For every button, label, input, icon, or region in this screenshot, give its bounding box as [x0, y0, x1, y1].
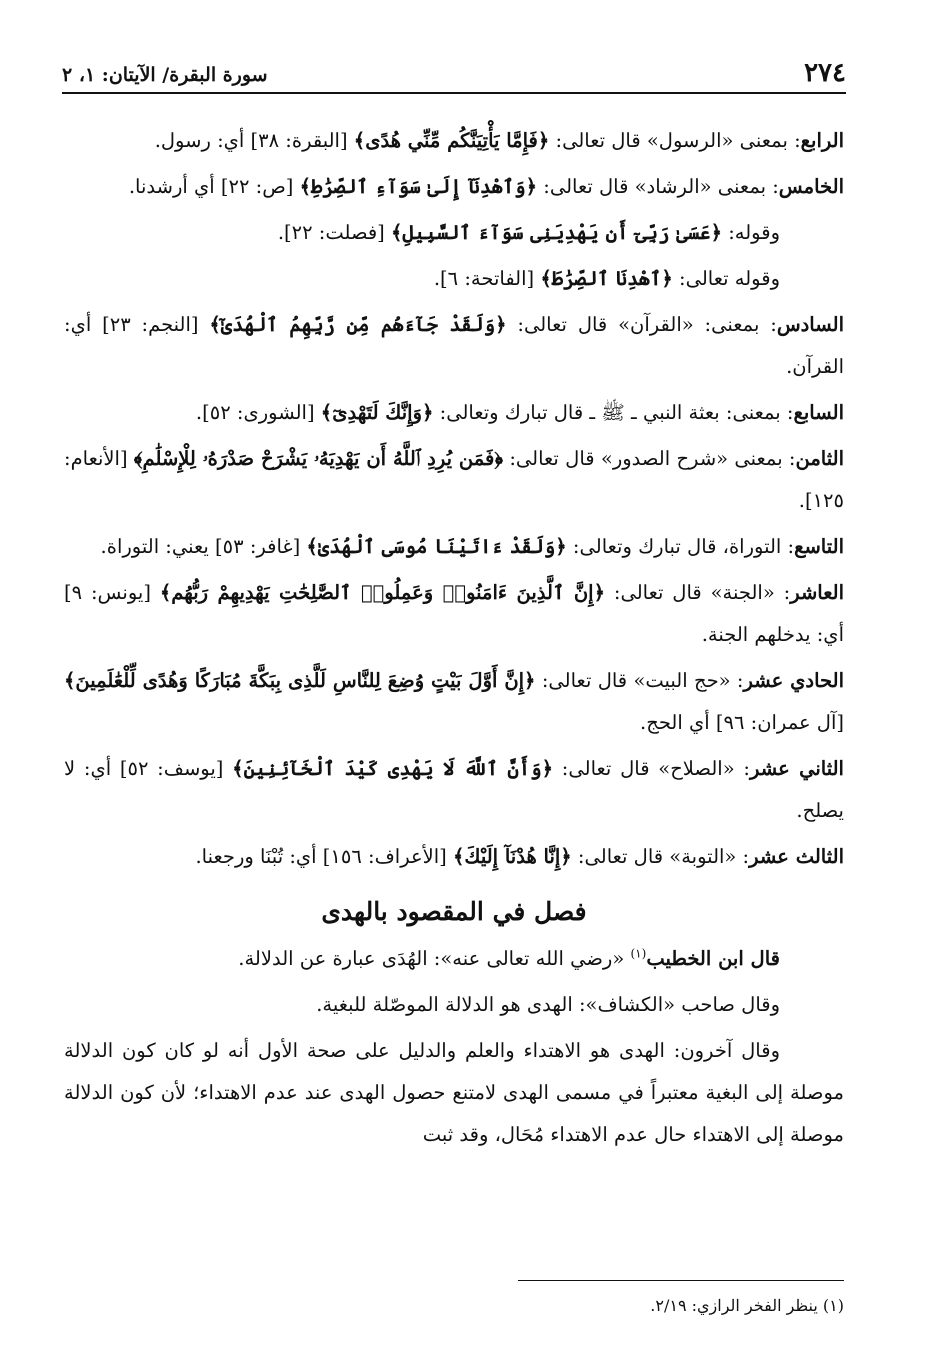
quran-verse: ﴿فَإِمَّا يَأْتِيَنَّكُم مِّنِّي هُدًى﴾ [353, 129, 550, 152]
paragraph-meaning-11 [64, 660, 844, 744]
paragraph-text: : بمعنى «الرسول» قال تعالى: [549, 129, 801, 152]
paragraph-text: : بمعنى «شرح الصدور» قال تعالى: [503, 447, 796, 470]
paragraph-quote-2 [64, 258, 844, 300]
paragraph-text: [الشورى: ٥٢]. [195, 401, 321, 424]
quran-verse: ﴿وَإِنَّكَ لَتَهْدِىٓ﴾ [320, 401, 434, 424]
paragraph-text: [الأنعام: ١٢٥]. [64, 447, 844, 512]
meaning-term: العاشر [790, 581, 844, 604]
paragraph-text: [الأعراف: ١٥٦] أي: تُبْنَا ورجعنا. [195, 845, 453, 868]
paragraph-meaning-9 [64, 526, 844, 568]
paragraph-text: «رضي الله تعالى عنه»: الهُدَى عبارة عن الدلالة. [238, 947, 631, 970]
paragraph-text: [يوسف: ٥٢] أي: لا يصلح. [64, 757, 844, 822]
meaning-term: الخامس [778, 175, 844, 198]
quran-verse: ﴿وَأَنَّ ٱللَّهَ لَا يَهْدِى كَيْدَ ٱلْخَآئِنِينَ﴾ [232, 757, 554, 780]
paragraph-others [64, 1030, 844, 1156]
paragraph-text: : «الجنة» قال تعالى: [605, 581, 791, 604]
paragraph-meaning-10 [64, 572, 844, 656]
paragraph-text: [البقرة: ٣٨] أي: رسول. [154, 129, 354, 152]
paragraph-text: [فصلت: ٢٢]. [277, 221, 391, 244]
paragraph-text: : «حج البيت» قال تعالى: [535, 669, 744, 692]
quran-verse: ﴿فَمَن يُرِدِ ٱللَّهُ أَن يَهْدِيَهُۥ يَشْرَحْ صَدْرَهُۥ لِلْإِسْلَٰمِ﴾ [133, 447, 504, 470]
quran-verse: ﴿وَٱهْدِنَآ إِلَىٰ سَوَآءِ ٱلصِّرَٰطِ﴾ [299, 175, 538, 198]
quran-verse: ﴿إِنَّ ٱلَّذِينَ ءَامَنُوا۟ وَعَمِلُوا۟ ٱلصَّٰلِحَٰتِ يَهْدِيهِمْ رَبُّهُم﴾ [159, 581, 606, 604]
quran-verse: ﴿عَسَىٰ رَبِّىٓ أَن يَهْدِيَنِى سَوَآءَ ٱلسَّبِيلِ﴾ [391, 221, 723, 244]
paragraph-text: [النجم: ٢٣] أي: القرآن. [64, 313, 844, 378]
paragraph-text: [يونس: ٩] أي: يدخلهم الجنة. [64, 581, 844, 646]
quran-verse: ﴿وَلَقَدْ ءَاتَيْنَا مُوسَى ٱلْهُدَىٰ﴾ [306, 535, 567, 558]
paragraph-text: : «التوبة» قال تعالى: [571, 845, 750, 868]
footnote-divider [518, 1280, 844, 1281]
paragraph-meaning-5 [64, 166, 844, 208]
paragraph-text: وقال آخرون: الهدى هو الاهتداء والعلم والدليل على صحة الأول أنه لو كان كون الدلالة موصلة إلى البغية معتبراً في مسمى الهدى لامتنع حصول الهدى عند عدم الاهتداء؛ لأن كون الدلالة موصلة إلى الاهتداء حال عدم الاهتداء مُحَال، وقد ثبت [64, 1039, 844, 1146]
meaning-term: التاسع [794, 535, 844, 558]
meaning-term: الحادي عشر [743, 669, 844, 692]
paragraph-text: [غافر: ٥٣] يعني: التوراة. [100, 535, 307, 558]
quoted-author: قال ابن الخطيب [646, 947, 780, 970]
paragraph-text: : التوراة، قال تبارك وتعالى: [566, 535, 795, 558]
paragraph-meaning-8 [64, 438, 844, 522]
paragraph-text: [ص: ٢٢] أي أرشدنا. [128, 175, 300, 198]
quran-verse: ﴿ٱهْدِنَا ٱلصِّرَٰطَ﴾ [540, 267, 673, 290]
quran-verse: ﴿إِنَّا هُدْنَآ إِلَيْكَ﴾ [452, 845, 572, 868]
meaning-term: الثاني عشر [749, 757, 844, 780]
paragraph-meaning-6 [64, 304, 844, 388]
paragraph-text: وقال صاحب «الكشاف»: الهدى هو الدلالة الموصّلة للبغية. [316, 993, 780, 1016]
paragraph-text: [آل عمران: ٩٦] أي الحج. [640, 711, 844, 734]
paragraph-meaning-4 [64, 120, 844, 162]
quran-verse: ﴿إِنَّ أَوَّلَ بَيْتٍ وُضِعَ لِلنَّاسِ لَلَّذِى بِبَكَّةَ مُبَارَكًا وَهُدًى لِّلْعَٰلَمِينَ﴾ [64, 669, 536, 692]
meaning-term: الثالث عشر [749, 845, 844, 868]
paragraph-text: : بمعنى: «القرآن» قال تعالى: [506, 313, 777, 336]
paragraph-meaning-12 [64, 748, 844, 832]
footnote: (١) ينظر الفخر الرازي: ٢/١٩. [650, 1296, 844, 1315]
footnote-reference: (١) [630, 946, 647, 961]
page-number: ٢٧٤ [804, 58, 846, 88]
paragraph-text: : بمعنى: بعثة النبي ـ ﷺ ـ قال تبارك وتعالى: [433, 401, 794, 424]
paragraph-ibn-khatib [64, 938, 844, 980]
paragraph-text: وقوله: [722, 221, 780, 244]
paragraph-text: : بمعنى «الرشاد» قال تعالى: [537, 175, 779, 198]
running-title: سورة البقرة/ الآيتان: ١، ٢ [62, 64, 268, 86]
quran-verse: ﴿وَلَقَدْ جَآءَهُم مِّن رَّبِّهِمُ ٱلْهُدَىٰٓ﴾ [209, 313, 507, 336]
paragraph-kashshaf [64, 984, 844, 1026]
section-heading: فصل في المقصود بالهدى [321, 897, 587, 926]
meaning-term: السابع [793, 401, 844, 424]
paragraph-meaning-7 [64, 392, 844, 434]
meaning-term: السادس [776, 313, 844, 336]
meaning-term: الرابع [800, 129, 844, 152]
page-header [62, 52, 846, 94]
paragraph-quote-1 [64, 212, 844, 254]
paragraph-text: : «الصلاح» قال تعالى: [553, 757, 750, 780]
paragraph-meaning-13 [64, 836, 844, 878]
paragraph-text: [الفاتحة: ٦]. [433, 267, 541, 290]
paragraph-text: وقوله تعالى: [672, 267, 780, 290]
page-body [64, 120, 844, 1160]
meaning-term: الثامن [795, 447, 844, 470]
